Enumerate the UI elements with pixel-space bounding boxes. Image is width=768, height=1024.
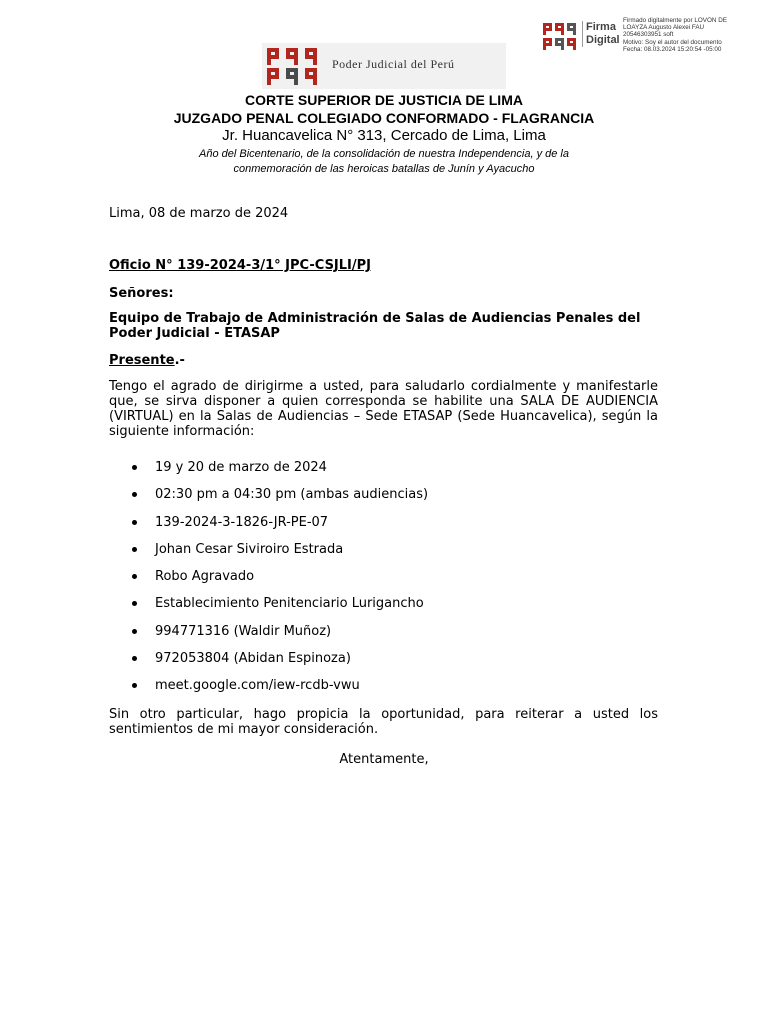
closing-paragraph: Sin otro particular, hago propicia la oportunidad, para reiterar a usted los sentimientos de mi mayor consideración.: [109, 707, 658, 737]
signature-details: [623, 17, 763, 53]
bullet-icon: [132, 520, 137, 525]
list-item: [130, 460, 428, 487]
poder-judicial-icon: [542, 22, 578, 52]
signature-detail-line: Motivo: Soy el autor del documento: [623, 38, 722, 46]
juzgado-name: JUZGADO PENAL COLEGIADO CONFORMADO - FLAGRANCIA: [173, 110, 595, 126]
court-name: CORTE SUPERIOR DE JUSTICIA DE LIMA: [245, 92, 523, 108]
court-address: Jr. Huancavelica N° 313, Cercado de Lima, Lima: [222, 127, 546, 144]
signature-detail-line: Fecha: 08.03.2024 15:20:54 -05:00: [623, 45, 722, 53]
list-item: [130, 487, 428, 514]
list-item-text: 19 y 20 de marzo de 2024: [155, 460, 327, 475]
sign-off: Atentamente,: [339, 752, 429, 767]
poder-judicial-logo: [262, 43, 506, 89]
hearing-details-list: [130, 460, 428, 706]
list-item-text: 994771316 (Waldir Muñoz): [155, 623, 332, 639]
bullet-icon: [132, 656, 137, 661]
list-item: [130, 678, 428, 705]
digital-signature-block: [542, 17, 762, 57]
bullet-icon: [132, 629, 137, 634]
list-item-text: 02:30 pm a 04:30 pm (ambas audiencias): [155, 487, 429, 503]
bullet-icon: [132, 492, 137, 497]
oficio-number: Oficio N° 139-2024-3/1° JPC-CSJLI/PJ: [109, 258, 371, 273]
presente-word: Presente: [109, 353, 175, 368]
list-item-text: meet.google.com/iew-rcdb-vwu: [155, 678, 360, 694]
signature-detail-line: Firmado digitalmente por LOVON DE: [623, 17, 727, 24]
poder-judicial-emblem-icon: [266, 47, 324, 87]
firma-digital-label: [582, 21, 620, 47]
list-item: [130, 596, 428, 623]
bullet-icon: [132, 683, 137, 688]
presente-suffix: .-: [174, 353, 185, 368]
list-item: [130, 542, 428, 569]
presente-line: [109, 353, 658, 368]
letter-body-paragraph: Tengo el agrado de dirigirme a usted, para saludarlo cordialmente y manifestarle que, se sirva disponer a quien corresponda se habilite una SALA DE AUDIENCIA (VIRTUAL) en la Salas de Audiencias – Sede ETASAP (Sede Huancavelica), según la siguiente información:: [109, 379, 658, 439]
list-item-text: Johan Cesar Siviroiro Estrada: [155, 541, 344, 557]
motto-line: Año del Bicentenario, de la consolidación de nuestra Independencia, y de la: [199, 148, 569, 160]
logo-name: Poder Judicial del Perú: [332, 57, 455, 71]
list-item-text: Robo Agravado: [155, 569, 255, 585]
bullet-icon: [132, 601, 137, 606]
year-motto: [0, 147, 768, 177]
bullet-icon: [132, 465, 137, 470]
digital-label: Digital: [586, 34, 620, 46]
bullet-icon: [132, 547, 137, 552]
letter-date: Lima, 08 de marzo de 2024: [109, 206, 289, 221]
signature-detail-line: LOAYZA Augusto Alexei FAU: [623, 24, 705, 32]
signature-detail-line: 20546303951 soft: [623, 31, 674, 39]
list-item: [130, 651, 428, 678]
bullet-icon: [132, 574, 137, 579]
firma-label: Firma: [586, 21, 616, 33]
list-item-text: 139-2024-3-1826-JR-PE-07: [155, 514, 329, 530]
list-item-text: 972053804 (Abidan Espinoza): [155, 651, 351, 667]
recipient-name: Equipo de Trabajo de Administración de Salas de Audiencias Penales del Poder Judicial - ETASAP: [109, 311, 641, 341]
list-item: [130, 515, 428, 542]
motto-line: conmemoración de las heroicas batallas de Junín y Ayacucho: [233, 163, 535, 175]
list-item: [130, 624, 428, 651]
list-item: [130, 569, 428, 596]
list-item-text: Establecimiento Penitenciario Lurigancho: [155, 596, 424, 612]
recipient-salutation: Señores:: [109, 286, 174, 301]
